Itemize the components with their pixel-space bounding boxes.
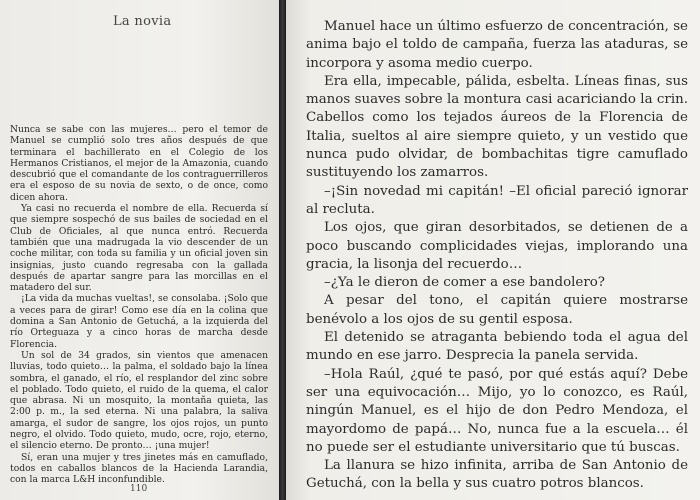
- paragraph: Era ella, impecable, pálida, esbelta. Líneas finas, sus manos suaves sobre la montura casi acariciando la crin. Cabellos como los tejados áureos de la Florencia de Italia, sueltos al aire siempre quieto, y un vestido que nunca pudo olvidar, de bombachitas tigre camuflado sustituyendo los zamarros.: [306, 73, 688, 181]
- right-page-body: [306, 18, 688, 494]
- paragraph: Los ojos, que giran desorbitados, se detienen de a poco buscando complicidades viejas, implorando una gracia, la lisonja del recuerdo…: [306, 220, 688, 272]
- page-number: 110: [130, 484, 148, 494]
- paragraph: El detenido se atraganta bebiendo toda el agua del mundo en ese jarro. Desprecia la panela servida.: [306, 330, 688, 364]
- paragraph: Ya casi no recuerda el nombre de ella. Recuerda sí que siempre sospechó de sus bailes de sociedad en el Club de Oficiales, al que nunca entró. Recuerda también que una madrugada la vio descender de un coche militar, con toda su familia y un oficial joven sin insignias, justo cuando regresaba con la gallada después de apartar sangre para las morcillas en el matadero del sur.: [10, 203, 268, 294]
- paragraph: Manuel hace un último esfuerzo de concentración, se anima bajo el toldo de campaña, fuerza las ataduras, se incorpora y asoma medio cuerpo.: [306, 19, 688, 71]
- paragraph: Un sol de 34 grados, sin vientos que amenacen lluvias, todo quieto… la palma, el soldado bajo la línea sombra, el ganado, el río, el resplandor del zinc sobre el poblado. Todo quieto, el ruido de la quema, el calor que abrasa. Ni un mosquito, la montaña quieta, las 2:00 p. m., la sed eterna. Ni una palabra, la saliva amarga, el sudor de sangre, los ojos rojos, un punto negro, el olvido. Todo quieto, mudo, ocre, rojo, eterno, el silencio eterno. De pronto… ¡una mujer!: [10, 349, 268, 452]
- running-head: La novia: [113, 14, 172, 29]
- paragraph: ¡La vida da muchas vueltas!, se consolaba. ¡Solo que a veces para de girar! Como ese día en la colina que domina a San Antonio de Getuchá, a la izquierda del río Orteguaza y a cinco horas de marcha desde Florencia.: [10, 293, 268, 350]
- paragraph: –¡Sin novedad mi capitán! –El oficial pareció ignorar al recluta.: [306, 183, 688, 217]
- paragraph: –Hola Raúl, ¿qué te pasó, por qué estás aquí? Debe ser una equivocación… Mijo, yo lo conozco, es Raúl, ningún Manuel, es el hijo de don Pedro Mendoza, el mayordomo de papá… No, nunca fue a la escuela… él no puede ser el estudiante universitario que tú buscas.: [306, 366, 688, 455]
- book-gutter: [279, 0, 286, 500]
- right-page: [286, 0, 700, 500]
- paragraph: Nunca se sabe con las mujeres… pero el temor de Manuel se cumplió solo tres años después de que terminara el bachillerato en el Colegio de los Hermanos Cristianos, el mejor de la Amazonia, cuando descubrió que el comandante de los contraguerrilleros era el esposo de su novia de sexto, o de once, como dicen ahora.: [10, 124, 268, 203]
- left-page-body: [10, 124, 268, 486]
- paragraph: A pesar del tono, el capitán quiere mostrarse benévolo a los ojos de su gentil esposa.: [306, 293, 688, 327]
- paragraph: –¿Ya le dieron de comer a ese bandolero?: [324, 275, 605, 291]
- left-page: [0, 0, 279, 500]
- paragraph: Sí, eran una mujer y tres jinetes más en camuflado, todos en caballos blancos de la Hacienda Larandia, con la marca L&H inconfundible.: [10, 451, 268, 486]
- paragraph: La llanura se hizo infinita, arriba de San Antonio de Getuchá, con la bella y sus cuatro potros blancos.: [306, 458, 688, 492]
